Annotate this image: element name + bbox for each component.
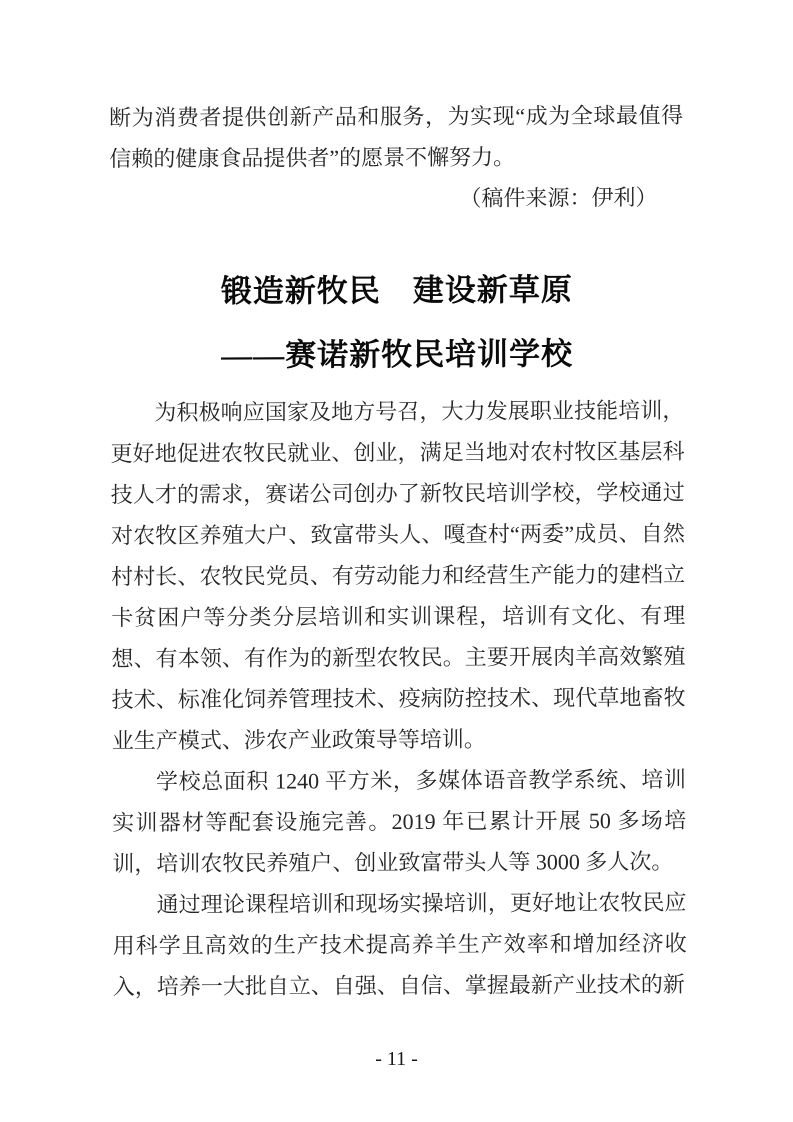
article-title: 锻造新牧民 建设新草原 xyxy=(220,272,573,309)
page-content xyxy=(109,95,687,1007)
article-paragraph: 为积极响应国家及地方号召，大力发展职业技能培训，更好地促进农牧民就业、创业，满足当地对农村牧区基层科技人才的需求，赛诺公司创办了新牧民培训学校，学校通过对农牧区养殖大户、致富带头人、嘎查村“两委”成员、自然村村长、农牧民党员、有劳动能力和经营生产能力的建档立卡贫困户等分类分层培训和实训课程，培训有文化、有理想、有本领、有作为的新型农牧民。主要开展肉羊高效繁殖技术、标准化饲养管理技术、疫病防控技术、现代草地畜牧业生产模式、涉农产业政策导等培训。 xyxy=(110,397,686,754)
article-paragraph: 通过理论课程培训和现场实操培训，更好地让农牧民应用科学且高效的生产技术提高养羊生产效率和增加经济收入，培养一大批自立、自强、自信、掌握最新产业技术的新 xyxy=(112,889,687,1000)
article-subtitle: ——赛诺新牧民培训学校 xyxy=(221,336,574,373)
page-number: - 11 - xyxy=(375,1048,418,1070)
article-body xyxy=(110,390,687,1007)
article-paragraph: 学校总面积 1240 平方米，多媒体语音教学系统、培训实训器材等配套设施完善。2019 年已累计开展 50 多场培训，培训农牧民养殖户、创业致富带头人等 3000 多人次。 xyxy=(112,766,687,877)
source-attribution: （稿件来源：伊利） xyxy=(459,184,658,211)
continued-paragraph: 断为消费者提供创新产品和服务，为实现“成为全球最值得信赖的健康食品提供者”的愿景不懈努力。 xyxy=(109,102,684,172)
